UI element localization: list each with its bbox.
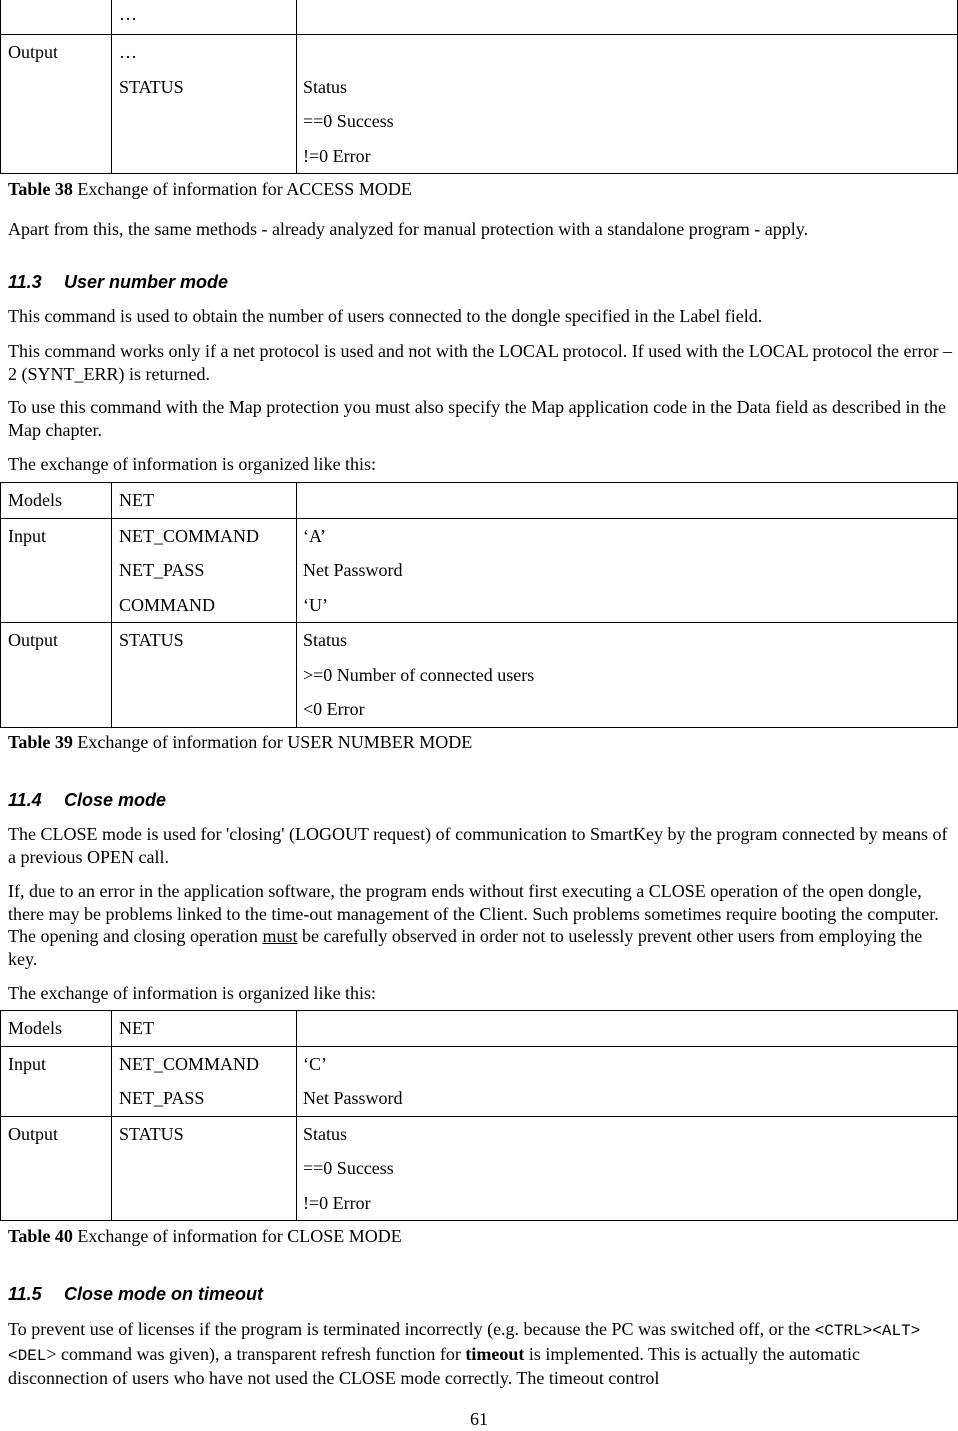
paragraph: Apart from this, the same methods - already analyzed for manual protection with a standalone program - apply. bbox=[8, 219, 809, 239]
paragraph: The CLOSE mode is used for 'closing' (LOGOUT request) of communication to SmartKey by the program connected by means of a previous OPEN call. bbox=[8, 824, 948, 867]
section-heading-11-5: 11.5 Close mode on timeout bbox=[8, 1284, 264, 1304]
table-row: Models NET bbox=[1, 1011, 958, 1047]
table-40 bbox=[0, 1010, 958, 1221]
table-row: Input NET_COMMAND NET_PASS ‘C’ Net Password bbox=[1, 1046, 958, 1116]
paragraph: To use this command with the Map protection you must also specify the Map application code in the Data field as described in the Map chapter. bbox=[8, 397, 947, 440]
section-heading-11-4: 11.4 Close mode bbox=[8, 790, 167, 810]
section-heading-11-3: 11.3 User number mode bbox=[8, 272, 229, 292]
paragraph: This command works only if a net protocol is used and not with the LOCAL protocol. If used with the LOCAL protocol the error –2 (SYNT_ERR) is returned. bbox=[8, 341, 952, 384]
table-row: Output STATUS Status >=0 Number of connected users <0 Error bbox=[1, 623, 958, 728]
paragraph: The exchange of information is organized like this: bbox=[8, 454, 377, 474]
table-39-caption: Table 39 Exchange of information for USER NUMBER MODE bbox=[8, 732, 473, 752]
table-39 bbox=[0, 482, 958, 728]
table-row: Output … STATUS Status ==0 Success !=0 Error bbox=[1, 35, 958, 174]
paragraph: To prevent use of licenses if the program is terminated incorrectly (e.g. because the PC was switched off, or the <CTRL><ALT><DEL> command was given), a transparent refresh function for timeout is implemented. This is actually the automatic disconnection of users who have not used the CLOSE mode correctly. The timeout control bbox=[8, 1319, 921, 1388]
table-40-caption: Table 40 Exchange of information for CLOSE MODE bbox=[8, 1226, 402, 1246]
table-row: Models NET bbox=[1, 483, 958, 519]
page-number: 61 bbox=[470, 1409, 488, 1429]
table-row: Input NET_COMMAND NET_PASS COMMAND ‘A’ Net Password ‘U’ bbox=[1, 518, 958, 623]
table-38 bbox=[0, 0, 958, 174]
paragraph: If, due to an error in the application software, the program ends without first executing a CLOSE operation of the open dongle, there may be problems linked to the time-out management of the Client. Such problems sometimes require booting the computer. The opening and closing operation must be carefully observed in order not to uselessly prevent other users from employing the key. bbox=[8, 881, 939, 969]
table-row: Output STATUS Status ==0 Success !=0 Error bbox=[1, 1116, 958, 1221]
paragraph: The exchange of information is organized like this: bbox=[8, 983, 377, 1003]
table-row: … bbox=[1, 0, 958, 35]
table-38-caption: Table 38 Exchange of information for ACCESS MODE bbox=[8, 179, 412, 199]
paragraph: This command is used to obtain the number of users connected to the dongle specified in the Label field. bbox=[8, 306, 763, 326]
